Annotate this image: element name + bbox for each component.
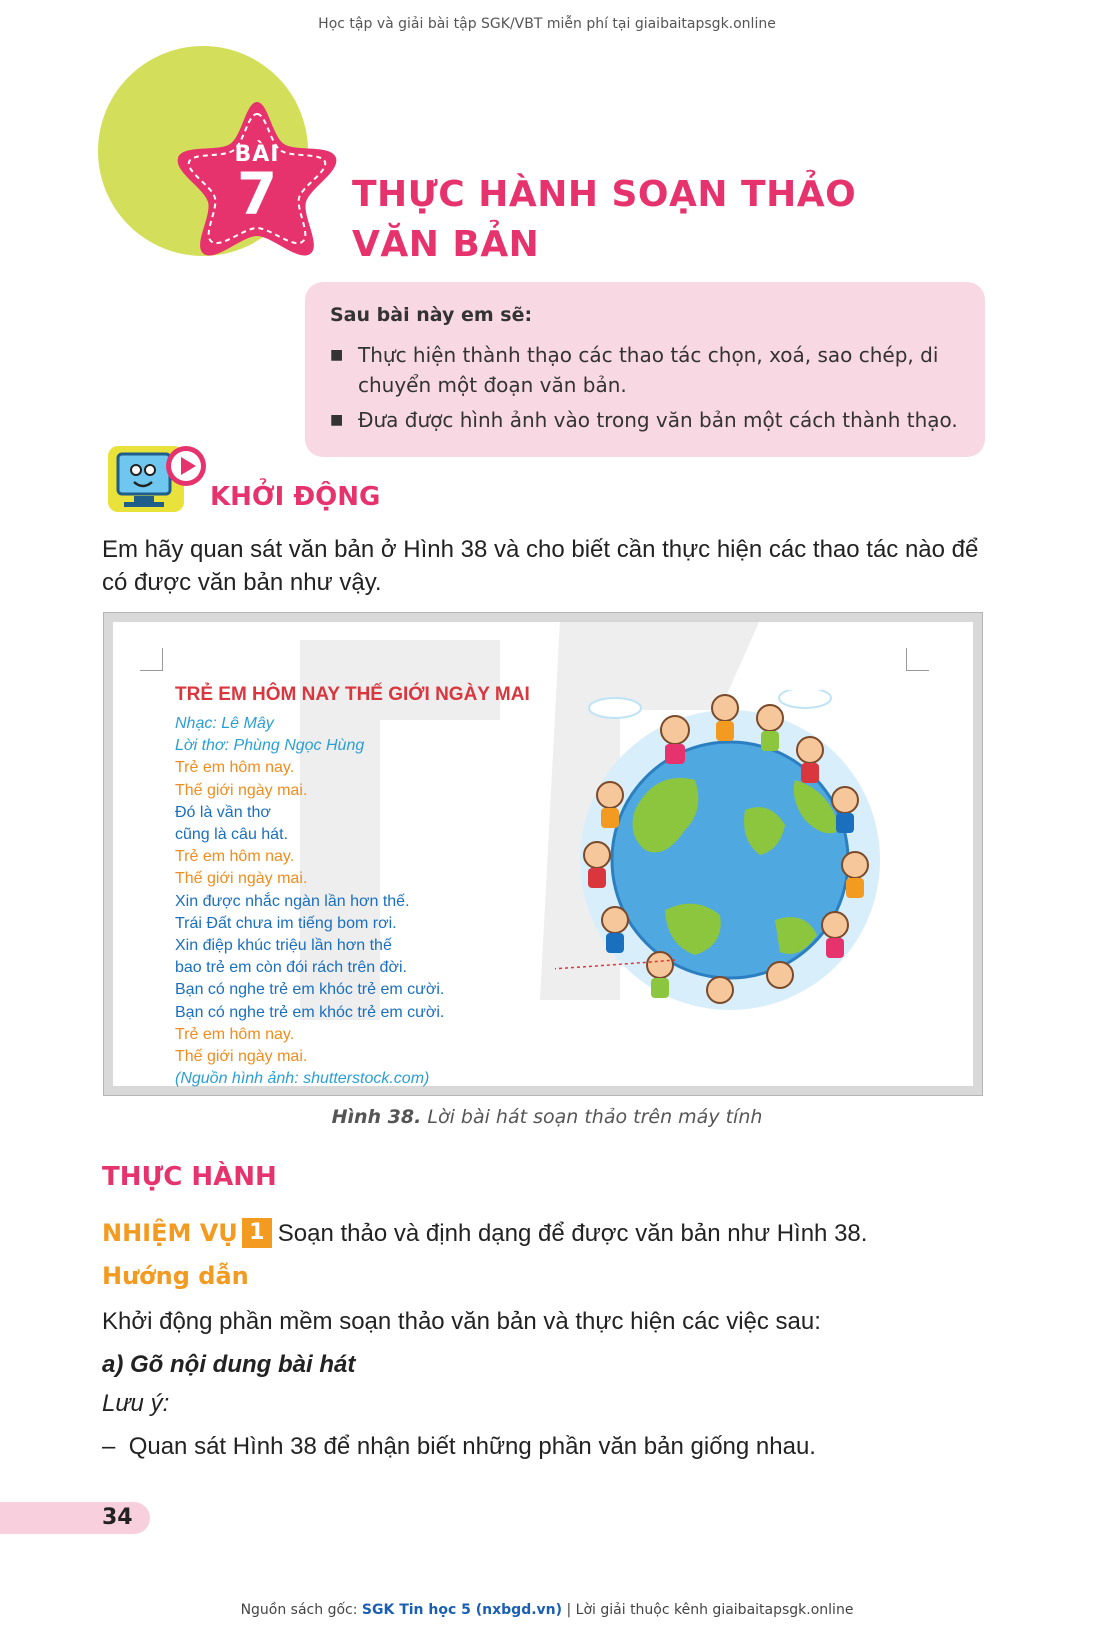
guide-title: Hướng dẫn xyxy=(102,1262,249,1290)
note-item-text: Quan sát Hình 38 để nhận biết những phần văn bản giống nhau. xyxy=(128,1433,816,1460)
intro-paragraph: Em hãy quan sát văn bản ở Hình 38 và cho biết cần thực hiện các thao tác nào để có được văn bản như vậy. xyxy=(102,536,979,596)
song-title: TRẺ EM HÔM NAY THẾ GIỚI NGÀY MAI xyxy=(175,684,530,705)
footer xyxy=(0,1602,1094,1618)
lesson-title-line2: VĂN BẢN xyxy=(352,224,540,265)
song-line: Xin điệp khúc triệu lần hơn thế xyxy=(175,937,392,954)
song-line: Bạn có nghe trẻ em khóc trẻ em cười. xyxy=(175,981,445,999)
page-number: 34 xyxy=(102,1505,133,1530)
footer-suffix: | Lời giải thuộc kênh giaibaitapsgk.online xyxy=(562,1602,854,1618)
globe-children-illustration xyxy=(555,690,915,1030)
song-line: Bạn có nghe trẻ em khóc trẻ em cười. xyxy=(175,1003,445,1021)
song-line: Thế giới ngày mai. xyxy=(175,1048,308,1065)
task-row xyxy=(102,1216,867,1251)
song-line: Nhạc: Lê Mây xyxy=(175,715,274,732)
step-a: a) Gõ nội dung bài hát xyxy=(102,1351,356,1378)
guide-text: Khởi động phần mềm soạn thảo văn bản và thực hiện các việc sau: xyxy=(102,1308,821,1335)
margin-corner-right xyxy=(906,648,929,671)
goals-heading: Sau bài này em sẽ: xyxy=(330,304,533,326)
task-text: Soạn thảo và định dạng để được văn bản như Hình 38. xyxy=(277,1220,868,1247)
note-item xyxy=(102,1430,816,1464)
dash-bullet: – xyxy=(102,1433,129,1460)
computer-mascot-icon xyxy=(104,442,212,520)
section-title-thuc-hanh: THỰC HÀNH xyxy=(102,1162,277,1192)
goal-text: Thực hiện thành thạo các thao tác chọn, xoá, sao chép, di chuyển một đoạn văn bản. xyxy=(358,343,939,397)
figure-caption xyxy=(0,1106,1094,1128)
figure-caption-text: Lời bài hát soạn thảo trên máy tính xyxy=(427,1106,763,1128)
lesson-title-line1: THỰC HÀNH SOẠN THẢO xyxy=(352,174,857,215)
task-number-badge: 1 xyxy=(242,1218,272,1248)
footer-source-link[interactable]: SGK Tin học 5 (nxbgd.vn) xyxy=(361,1602,563,1618)
song-line: Đó là vần thơ xyxy=(175,803,271,821)
lesson-number: 7 xyxy=(236,160,278,228)
song-line: (Nguồn hình ảnh: shutterstock.com) xyxy=(175,1070,430,1088)
song-line: Thế giới ngày mai. xyxy=(175,781,308,799)
song-line: Trẻ em hôm nay. xyxy=(175,1025,295,1043)
song-line: cũng là câu hát. xyxy=(175,826,288,843)
section-title-khoi-dong: KHỞI ĐỘNG xyxy=(210,482,381,512)
margin-corner-left xyxy=(140,648,163,671)
goal-item xyxy=(330,340,960,400)
song-line: Xin được nhắc ngàn lần hơn thế. xyxy=(175,892,410,910)
song-line: Trẻ em hôm nay. xyxy=(175,759,295,777)
lesson-label: BÀI xyxy=(234,142,280,167)
task-label: NHIỆM VỤ xyxy=(102,1219,238,1247)
song-line: Trái Đất chưa im tiếng bom rơi. xyxy=(175,914,397,932)
figure-caption-label: Hình 38. xyxy=(331,1106,422,1128)
song-line: bao trẻ em còn đói rách trên đời. xyxy=(175,959,407,977)
song-line: Trẻ em hôm nay. xyxy=(175,848,295,866)
footer-prefix: Nguồn sách gốc: xyxy=(240,1602,362,1618)
lesson-title xyxy=(352,170,912,270)
bullet-icon: ■ xyxy=(330,347,344,363)
goal-item xyxy=(330,405,960,435)
goal-text: Đưa được hình ảnh vào trong văn bản một cách thành thạo. xyxy=(358,408,958,432)
note-label: Lưu ý: xyxy=(102,1390,170,1417)
song-line: Thế giới ngày mai. xyxy=(175,870,308,888)
header-note: Học tập và giải bài tập SGK/VBT miễn phí tại giaibaitapsgk.online xyxy=(318,16,776,32)
bullet-icon: ■ xyxy=(330,412,344,428)
song-line: Lời thơ: Phùng Ngọc Hùng xyxy=(175,737,365,755)
